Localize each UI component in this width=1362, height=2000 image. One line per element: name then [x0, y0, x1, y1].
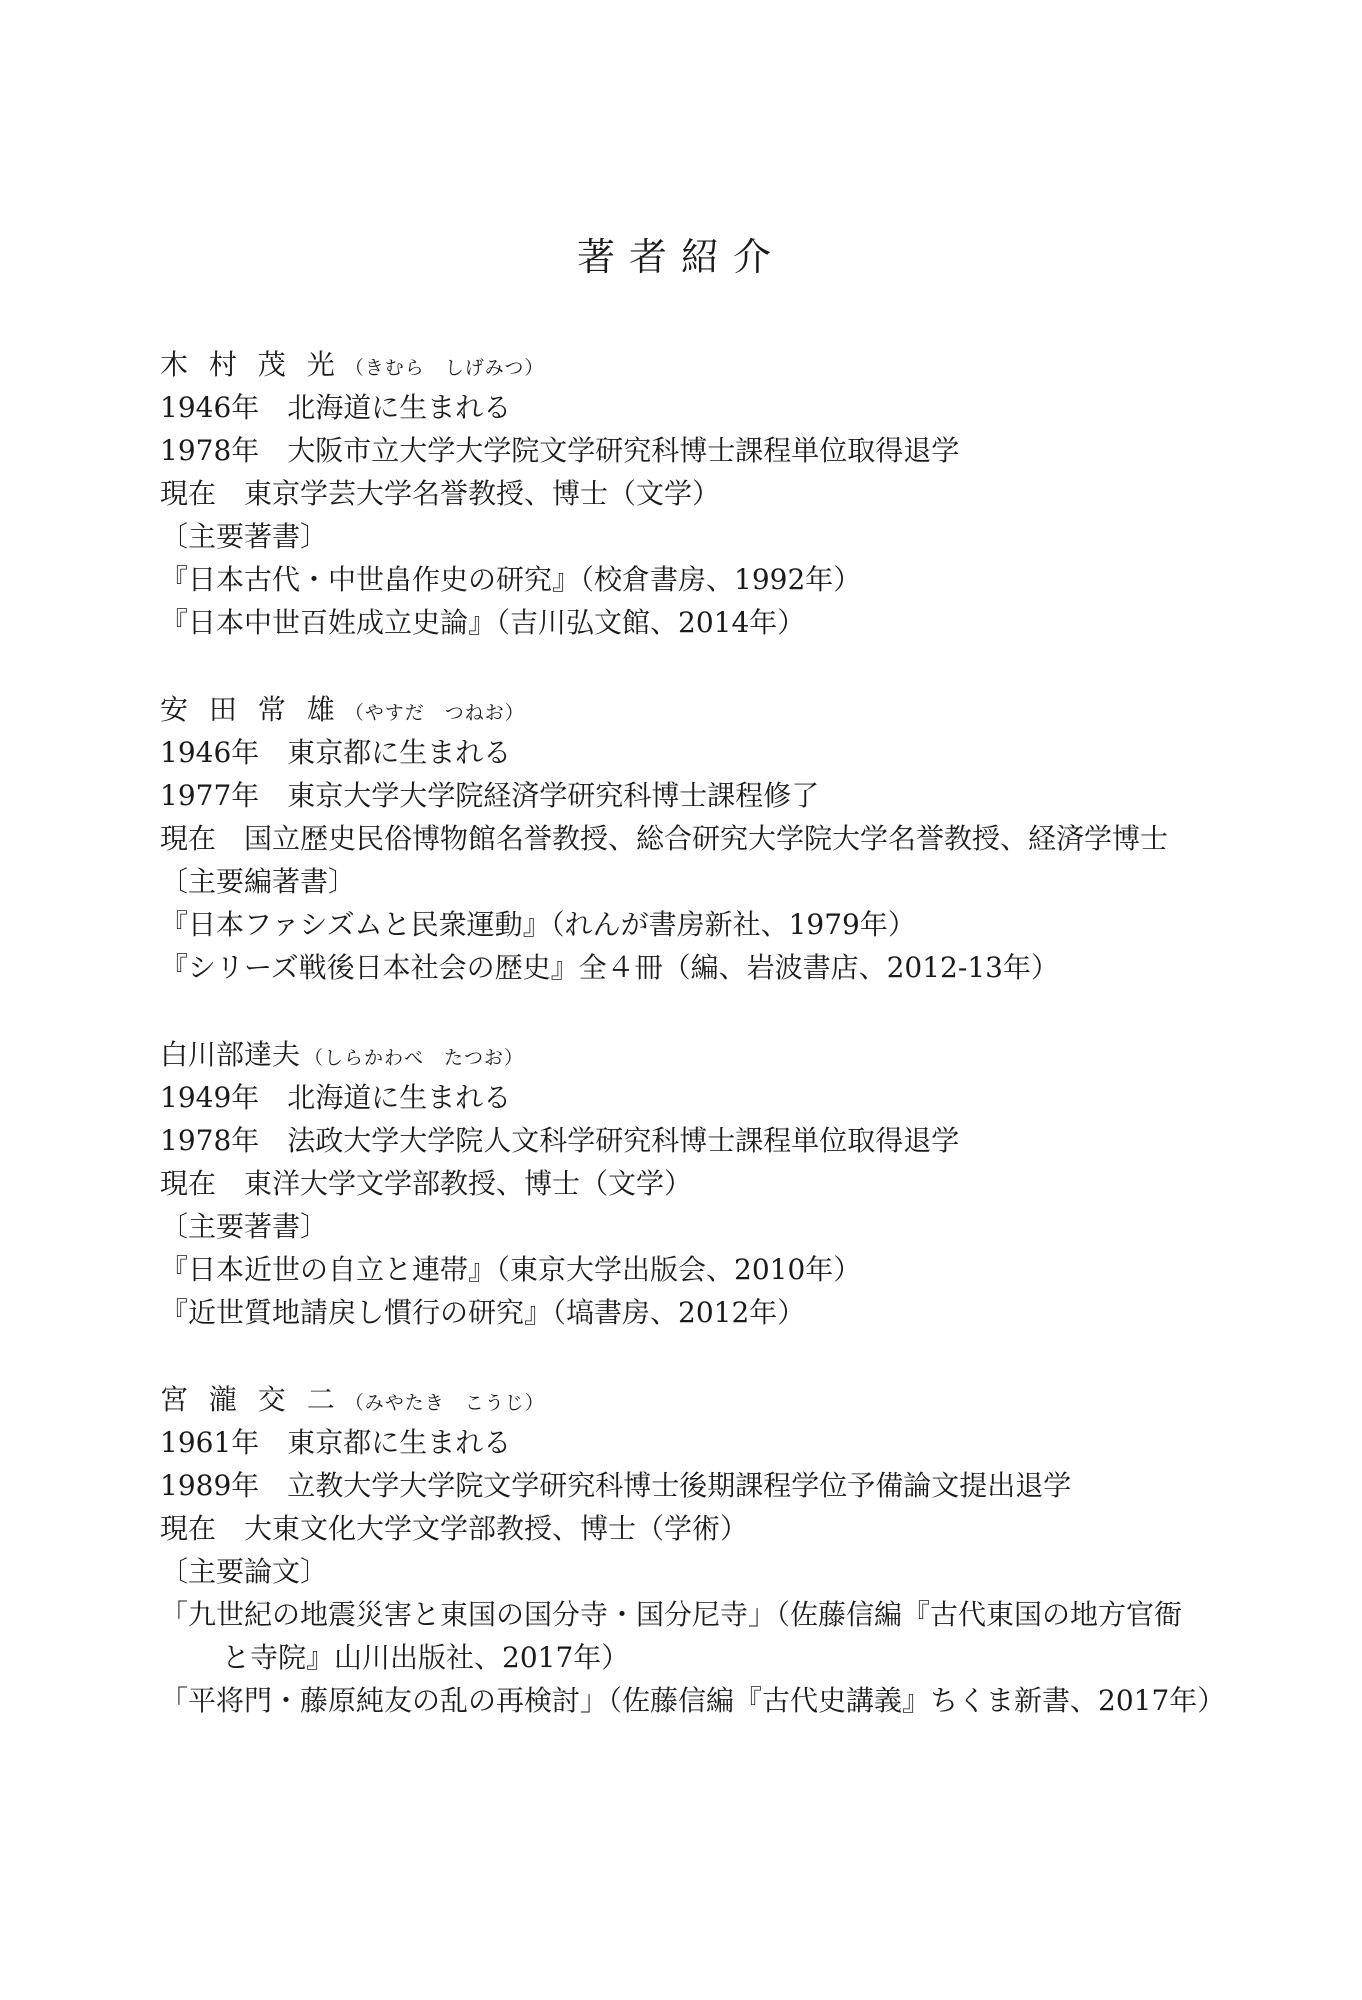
career-label: 現在 — [160, 822, 217, 855]
works-heading: 〔主要編著書〕 — [160, 865, 357, 898]
works-heading: 〔主要論文〕 — [160, 1555, 329, 1588]
career-text: 大阪市立大学大学院文学研究科博士課程単位取得退学 — [287, 434, 960, 467]
career-item — [160, 1076, 1220, 1119]
author-reading: （みやたき こうじ） — [344, 1392, 545, 1414]
career-text: 国立歴史民俗博物館名誉教授、総合研究大学院大学名誉教授、経済学博士 — [244, 822, 1169, 855]
career-text: 立教大学大学院文学研究科博士後期課程学位予備論文提出退学 — [287, 1469, 1072, 1502]
career-text: 東洋大学文学部教授、博士（文学） — [244, 1167, 693, 1200]
career-text: 東京都に生まれる — [287, 736, 512, 769]
career-label: 1946年 — [160, 736, 260, 769]
career-item — [160, 1507, 1220, 1550]
author-name: 木 村 茂 光 — [160, 348, 341, 381]
work-item: 『シリーズ戦後日本社会の歴史』全４冊（編、岩波書店、2012-13年） — [160, 951, 1059, 984]
author-name-line — [160, 1033, 1220, 1076]
career-item — [160, 1421, 1220, 1464]
author-entry — [160, 688, 1220, 989]
author-name-line — [160, 688, 1220, 731]
author-entry — [160, 1378, 1226, 1722]
career-text: 北海道に生まれる — [287, 1081, 512, 1114]
work-item: 『日本中世百姓成立史論』（吉川弘文館、2014年） — [160, 606, 806, 639]
work-item-continuation: と寺院』山川出版社、2017年） — [222, 1641, 630, 1674]
author-name: 白川部達夫 — [160, 1038, 301, 1071]
author-reading: （やすだ つねお） — [344, 702, 525, 724]
career-item — [160, 429, 1220, 472]
career-item — [160, 731, 1220, 774]
career-item — [160, 1119, 1220, 1162]
work-item: 「平将門・藤原純友の乱の再検討」（佐藤信編『古代史講義』ちくま新書、2017年） — [160, 1684, 1226, 1717]
career-label: 現在 — [160, 1512, 217, 1545]
works-heading: 〔主要著書〕 — [160, 520, 329, 553]
career-item — [160, 1162, 1220, 1205]
career-label: 現在 — [160, 477, 217, 510]
author-reading: （きむら しげみつ） — [344, 357, 545, 379]
author-name-line — [160, 343, 1220, 386]
career-item — [160, 774, 1220, 817]
work-item: 『日本ファシズムと民衆運動』（れんが書房新社、1979年） — [160, 908, 916, 941]
author-entry — [160, 343, 1220, 644]
work-item: 『日本古代・中世畠作史の研究』（校倉書房、1992年） — [160, 563, 862, 596]
author-name-line — [160, 1378, 1220, 1421]
career-text: 東京大学大学院経済学研究科博士課程修了 — [287, 779, 820, 812]
career-label: 1978年 — [160, 434, 260, 467]
career-label: 1961年 — [160, 1426, 260, 1459]
career-text: 北海道に生まれる — [287, 391, 512, 424]
page-title: 著者紹介 — [576, 235, 785, 279]
work-item: 『日本近世の自立と連帯』（東京大学出版会、2010年） — [160, 1253, 862, 1286]
career-label: 1946年 — [160, 391, 260, 424]
work-item: 「九世紀の地震災害と東国の国分寺・国分尼寺」（佐藤信編『古代東国の地方官衙 — [160, 1598, 1183, 1631]
career-label: 現在 — [160, 1167, 217, 1200]
author-name: 安 田 常 雄 — [160, 693, 341, 726]
career-text: 東京都に生まれる — [287, 1426, 512, 1459]
career-text: 東京学芸大学名誉教授、博士（文学） — [244, 477, 721, 510]
career-text: 大東文化大学文学部教授、博士（学術） — [244, 1512, 749, 1545]
career-label: 1978年 — [160, 1124, 260, 1157]
career-label: 1989年 — [160, 1469, 260, 1502]
career-text: 法政大学大学院人文科学研究科博士課程単位取得退学 — [287, 1124, 960, 1157]
career-label: 1977年 — [160, 779, 260, 812]
author-reading: （しらかわべ たつお） — [304, 1047, 525, 1069]
works-heading: 〔主要著書〕 — [160, 1210, 329, 1243]
career-item — [160, 1464, 1220, 1507]
career-label: 1949年 — [160, 1081, 260, 1114]
author-name: 宮 瀧 交 二 — [160, 1383, 341, 1416]
career-item — [160, 472, 1220, 515]
career-item — [160, 386, 1220, 429]
work-item: 『近世質地請戻し慣行の研究』（塙書房、2012年） — [160, 1296, 806, 1329]
career-item — [160, 817, 1220, 860]
author-entry — [160, 1033, 1220, 1334]
